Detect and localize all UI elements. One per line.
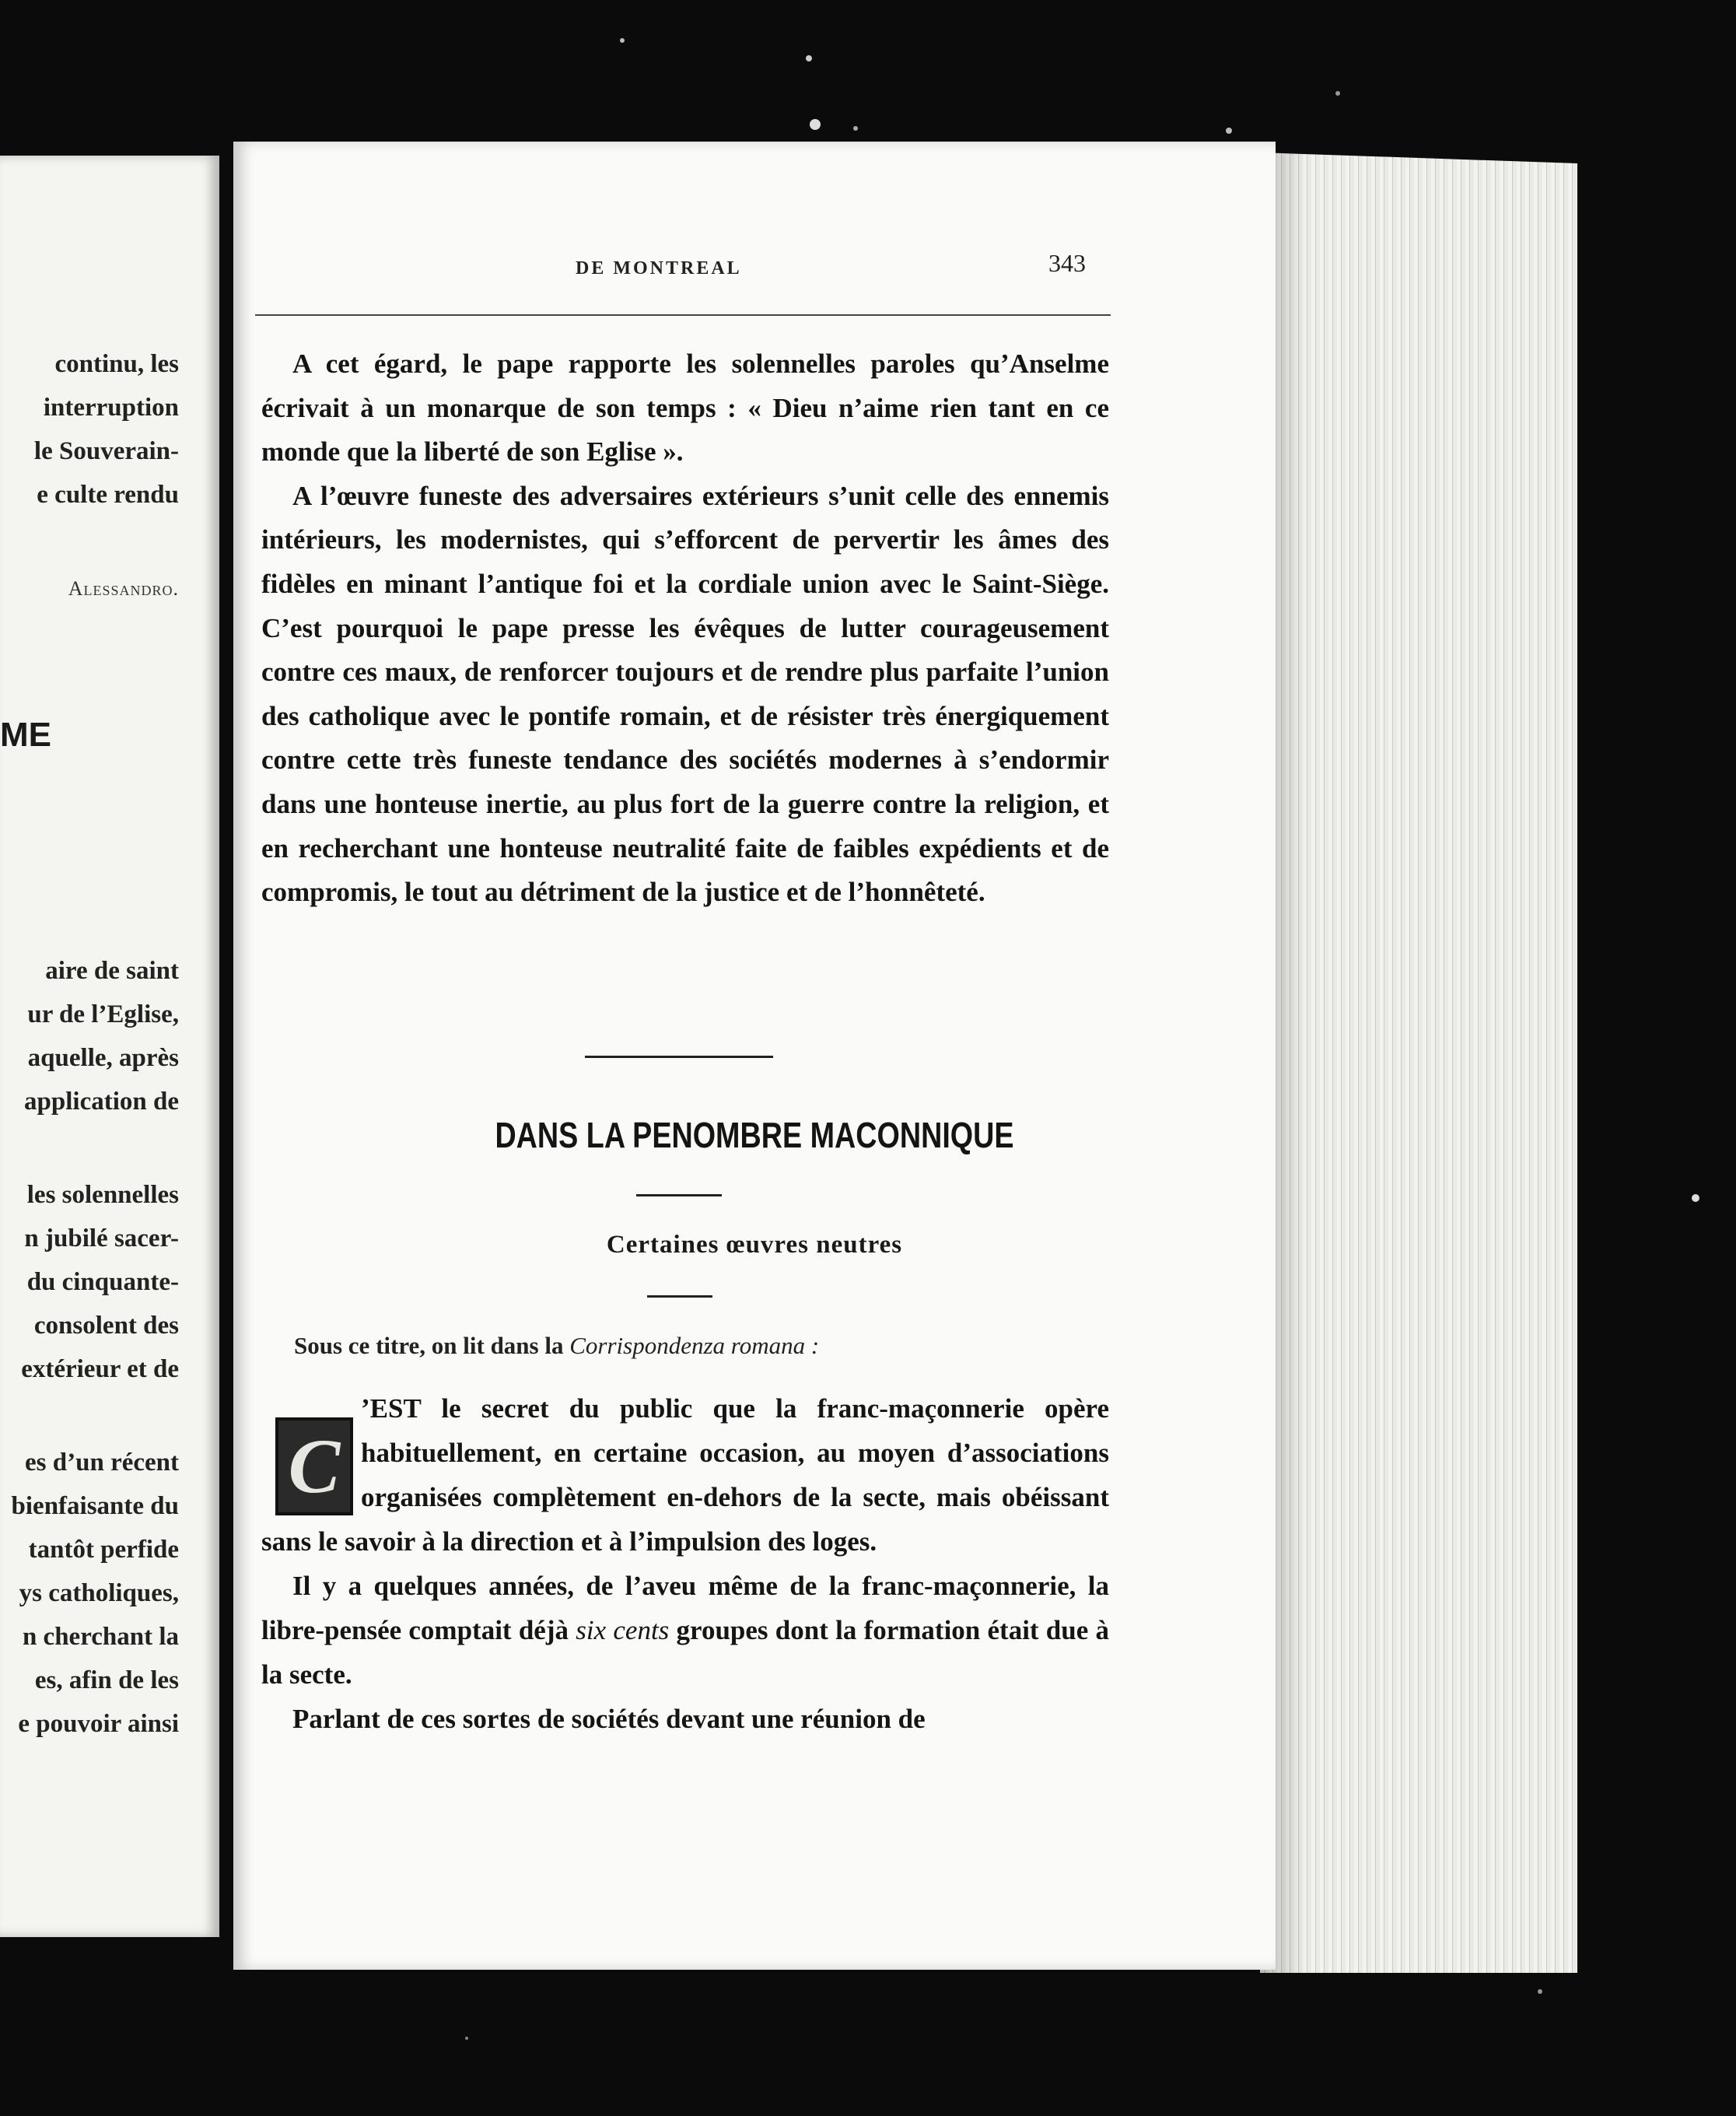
left-page-line: n jubilé sacer- (24, 1224, 179, 1252)
left-page-line: extérieur et de (21, 1355, 179, 1383)
left-page-line: application de (24, 1088, 179, 1116)
body-text (261, 342, 1109, 915)
book-page (233, 142, 1276, 1970)
paragraph-text: Il y a quelques années, de l’aveu même de la franc-maçonnerie, la libre-pensée comptait déjà (261, 1571, 1109, 1645)
paragraph (261, 1564, 1109, 1697)
left-page-line: ur de l’Eglise, (27, 1000, 179, 1028)
left-page (0, 156, 219, 1937)
title-rule (636, 1194, 722, 1196)
book-page-edge (1260, 152, 1577, 1973)
section-subtitle: Certaines œuvres neutres (606, 1231, 903, 1259)
intro-source: Corrispondenza romana : (569, 1332, 820, 1359)
paragraph: Parlant de ces sortes de sociétés devant une réunion de (292, 1704, 926, 1734)
running-head (233, 249, 1276, 296)
paragraph: ’EST le secret du public que la franc-maçonnerie opère habituellement, en certaine occasion, au moyen d’associations organisées complètement en-dehors de la secte, mais obéissant sans le savoir à la direction et à l’impulsion des loges. (261, 1393, 1109, 1557)
left-page-line: e pouvoir ainsi (18, 1710, 179, 1738)
left-page-line: es, afin de les (34, 1666, 179, 1694)
left-page-signature: Alessandro. (68, 577, 179, 600)
paragraph: A cet égard, le pape rapporte les solennelles paroles qu’Anselme écrivait à un monarque de son temps : « Dieu n’aime rien tant en ce monde que la liberté de son Eglise ». (261, 349, 1109, 468)
left-page-line: bienfaisante du (11, 1492, 179, 1520)
section-divider-rule (585, 1056, 773, 1058)
left-page-heading: ME (0, 716, 51, 754)
left-page-line: tantôt perfide (28, 1536, 179, 1564)
intro-line (294, 1332, 819, 1360)
page-number: 343 (1048, 249, 1086, 277)
left-page-line: du cinquante- (26, 1268, 179, 1296)
drop-cap (275, 1417, 353, 1515)
emphasis: six cents (576, 1615, 670, 1645)
left-page-line: le Souverain- (33, 437, 179, 465)
drop-cap-letter: C (288, 1423, 341, 1509)
left-page-line: continu, les (54, 350, 179, 378)
left-page-line: consolent des (33, 1312, 179, 1340)
left-page-line: aquelle, après (27, 1044, 179, 1072)
left-page-line: es d’un récent (25, 1449, 179, 1477)
section-title: DANS LA PENOMBRE MACONNIQUE (495, 1115, 1014, 1155)
header-rule (255, 314, 1111, 316)
running-title: DE MONTREAL (576, 258, 742, 279)
left-page-line: ys catholiques, (19, 1579, 179, 1607)
paragraph: A l’œuvre funeste des adversaires extérieurs s’unit celle des ennemis intérieurs, les modernistes, qui s’efforcent de pervertir les âmes des fidèles en minant l’antique foi et la cordiale union avec le Saint-Siège. C’est pourquoi le pape presse les évêques de lutter courageusement contre ces maux, de renforcer toujours et de rendre plus parfaite l’union des catholique avec le pontife romain, et de résister très énergiquement contre cette très funeste tendance des sociétés modernes à s’endormir dans une honteuse inertie, au plus fort de la guerre contre la religion, et en recherchant une honteuse neutralité faite de faibles expédients et de compromis, le tout au détriment de la justice et de l’honnêteté. (261, 480, 1109, 908)
intro-text: Sous ce titre, on lit dans la (294, 1332, 564, 1359)
article-text (261, 1386, 1109, 1741)
left-page-line: les solennelles (26, 1181, 179, 1209)
left-page-line: interruption (43, 394, 179, 422)
paragraph-text: groupes dont la formation était due à la secte. (261, 1615, 1110, 1690)
left-page-line: e culte rendu (37, 481, 179, 509)
left-page-line: n cherchant la (22, 1623, 179, 1651)
left-page-line: aire de saint (45, 957, 179, 985)
subtitle-rule (647, 1295, 712, 1298)
